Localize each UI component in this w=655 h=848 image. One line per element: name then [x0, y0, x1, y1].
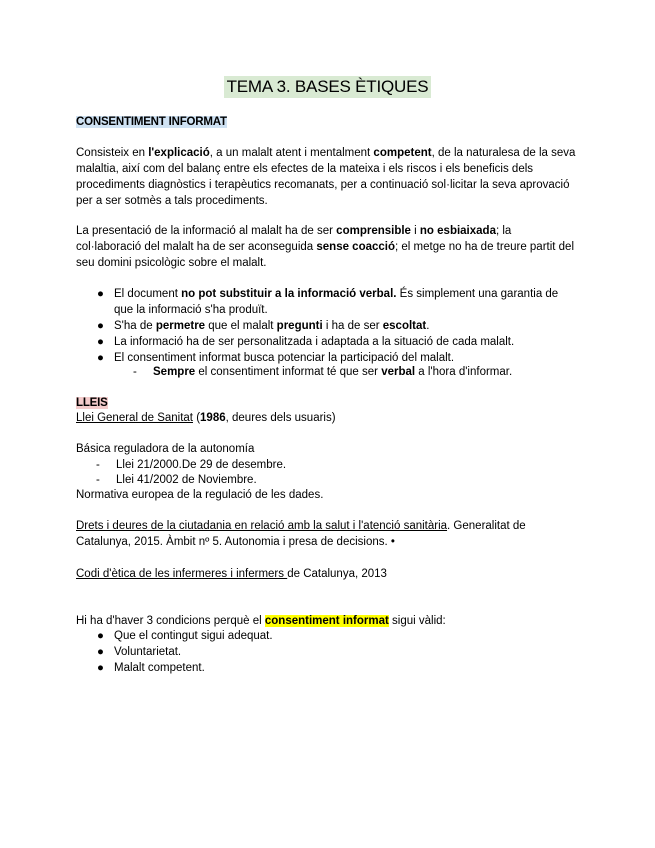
text: de Catalunya, 2013	[287, 568, 387, 580]
text: S'ha de	[114, 320, 156, 332]
llei-general-link[interactable]: Llei General de Sanitat	[76, 412, 193, 424]
bold-text: no esbiaixada	[419, 225, 496, 237]
bold-text: l'explicació	[148, 147, 210, 159]
text: , a un malalt atent i mentalment	[209, 147, 374, 159]
list-item	[76, 660, 576, 676]
section-heading-label: LLEIS	[76, 397, 108, 409]
text: ; el metge no ha de treure partit del seu domini psicològic sobre el malalt.	[76, 241, 575, 269]
text: i	[410, 225, 420, 237]
text: El document	[114, 288, 182, 300]
bold-text: no pot substituir a la informació verbal.	[181, 288, 397, 300]
text: . Generalitat de Catalunya, 2015. Àmbit nº 5. Autonomia i presa de decisions. •	[76, 520, 526, 548]
text: Que el contingut sigui adequat.	[114, 630, 273, 642]
conditions-list	[76, 628, 576, 676]
list-item	[76, 334, 576, 350]
text: És simplement una garantia de que la informació s'ha produït.	[114, 288, 559, 316]
bold-text: escoltat	[382, 320, 427, 332]
bold-text: verbal	[381, 366, 416, 378]
dash-icon: -	[96, 474, 100, 486]
text: El consentiment informat busca potenciar la participació del malalt.	[114, 352, 455, 364]
bold-text: competent	[373, 147, 432, 159]
basica-line: Básica reguladora de la autonomía	[76, 443, 255, 455]
bullet-icon: ●	[97, 288, 104, 300]
bullet-list-consentiment	[76, 286, 576, 366]
list-item	[76, 318, 576, 334]
drets-link[interactable]: Drets i deures de la ciutadania en relació amb la salut i l'atenció sanitària	[76, 520, 448, 532]
highlighted-term: consentiment informat	[264, 615, 389, 627]
text: Malalt competent.	[114, 662, 205, 674]
bullet-icon: ●	[97, 352, 104, 364]
bold-text: sense coacció	[316, 241, 396, 253]
normativa-line: Normativa europea de la regulació de les dades.	[76, 489, 324, 501]
paragraph-presentation	[76, 223, 576, 271]
bullet-icon: ●	[97, 320, 104, 332]
text: .	[426, 320, 430, 332]
conditions-intro	[76, 613, 576, 629]
text: , deures dels usuaris)	[225, 412, 336, 424]
bullet-icon: ●	[97, 646, 104, 658]
text: sigui vàlid:	[388, 615, 446, 627]
text: La presentació de la informació al malalt ha de ser	[76, 225, 337, 237]
text: Hi ha d'haver 3 condicions perquè el	[76, 615, 265, 627]
page-title: TEMA 3. BASES ÈTIQUES	[224, 76, 432, 98]
text: Consisteix en	[76, 147, 149, 159]
bullet-icon: ●	[97, 662, 104, 674]
text: ; la col·laboració del malalt ha de ser aconseguida	[76, 225, 512, 253]
text: el consentiment informat té que ser	[195, 366, 382, 378]
text: a l'hora d'informar.	[415, 366, 513, 378]
bullet-icon: ●	[97, 336, 104, 348]
list-item	[76, 286, 576, 318]
title-container	[0, 76, 655, 98]
paragraph-definition	[76, 145, 576, 209]
text: , de la naturalesa de la seva malaltia, així com del balanç entre els efectes de la mateixa i els riscos i els beneficis dels procediments diagnòstics i terapèutics recomanats, per a continuació sol·licitar la seva aprovació per a ser sotmès a tals procediments.	[76, 147, 576, 207]
text: i ha de ser	[322, 320, 383, 332]
list-item	[76, 644, 576, 660]
bold-text: Sempre	[153, 366, 196, 378]
llei-general-line	[76, 410, 576, 426]
section-heading-consentiment	[76, 114, 576, 130]
bold-text: comprensible	[336, 225, 411, 237]
bullet-icon: ●	[97, 630, 104, 642]
section-heading-label: CONSENTIMENT INFORMAT	[76, 116, 227, 128]
drets-reference	[76, 518, 576, 550]
bold-text: 1986	[200, 412, 226, 424]
codi-reference	[76, 566, 576, 582]
bold-text: permetre	[155, 320, 206, 332]
dash-icon: -	[96, 459, 100, 471]
dash-icon: -	[133, 366, 137, 378]
text: (	[193, 412, 201, 424]
section-heading-lleis	[76, 395, 576, 411]
sub-list-item	[153, 364, 512, 380]
llei-41-item: Llei 41/2002 de Noviembre.	[116, 474, 257, 486]
text: La informació ha de ser personalitzada i adaptada a la situació de cada malalt.	[114, 336, 515, 348]
codi-link[interactable]: Codi d'ètica de les infermeres i infermers	[76, 568, 288, 580]
text: Voluntarietat.	[114, 646, 182, 658]
bold-text: pregunti	[276, 320, 323, 332]
text: que el malalt	[205, 320, 277, 332]
list-item	[76, 628, 576, 644]
llei-21-item: Llei 21/2000.De 29 de desembre.	[116, 459, 287, 471]
